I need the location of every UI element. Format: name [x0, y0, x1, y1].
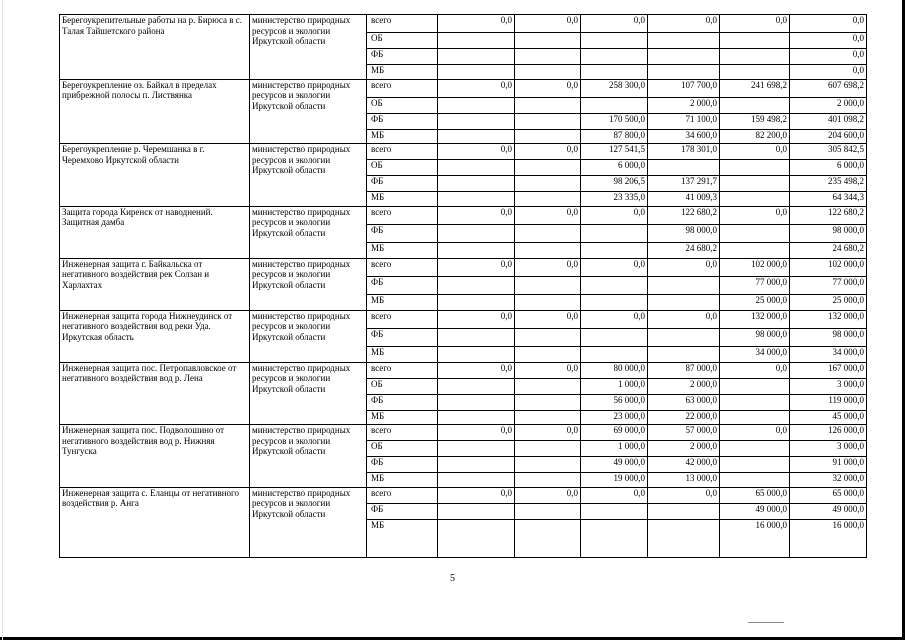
amount-cell: 204 600,0	[790, 129, 867, 144]
amount-cell	[515, 410, 581, 425]
amount-cell	[515, 224, 581, 242]
amount-cell: 25 000,0	[790, 294, 867, 310]
amount-cell: 0,0	[438, 362, 515, 378]
table-row	[60, 425, 867, 441]
funding-source: всего	[367, 206, 438, 224]
amount-cell: 16 000,0	[790, 519, 867, 557]
table-row	[60, 79, 867, 97]
amount-cell: 159 498,2	[720, 113, 790, 129]
amount-cell	[581, 242, 648, 258]
amount-cell	[581, 294, 648, 310]
amount-cell	[515, 457, 581, 473]
amount-cell: 77 000,0	[790, 276, 867, 294]
amount-cell	[438, 192, 515, 207]
amount-cell: 65 000,0	[790, 487, 867, 503]
amount-cell: 0,0	[790, 33, 867, 49]
amount-cell: 127 541,5	[581, 144, 648, 160]
amount-cell	[515, 378, 581, 394]
amount-cell	[515, 192, 581, 207]
amount-cell: 0,0	[581, 310, 648, 328]
page-number: 5	[450, 573, 455, 584]
amount-cell: 401 098,2	[790, 113, 867, 129]
amount-cell	[720, 176, 790, 192]
amount-cell: 0,0	[790, 65, 867, 80]
amount-cell	[438, 242, 515, 258]
amount-cell: 167 000,0	[790, 362, 867, 378]
amount-cell: 98 000,0	[648, 224, 720, 242]
amount-cell: 0,0	[720, 425, 790, 441]
amount-cell: 0,0	[790, 49, 867, 65]
amount-cell	[720, 242, 790, 258]
funding-source: ФБ	[367, 224, 438, 242]
project-name: Защита города Киренск от наводнений. Защитная дамба	[60, 206, 250, 258]
funding-source: всего	[367, 258, 438, 276]
amount-cell	[720, 65, 790, 80]
amount-cell: 3 000,0	[790, 441, 867, 457]
amount-cell: 178 301,0	[648, 144, 720, 160]
amount-cell: 119 000,0	[790, 394, 867, 410]
amount-cell: 0,0	[720, 362, 790, 378]
amount-cell	[720, 410, 790, 425]
amount-cell: 0,0	[438, 425, 515, 441]
amount-cell: 0,0	[648, 258, 720, 276]
amount-cell	[648, 65, 720, 80]
amount-cell	[515, 276, 581, 294]
funding-source: ФБ	[367, 394, 438, 410]
amount-cell	[515, 65, 581, 80]
amount-cell: 80 000,0	[581, 362, 648, 378]
amount-cell: 0,0	[581, 206, 648, 224]
project-name: Инженерная защита пос. Подволошино от негативного воздействия вод р. Нижняя Тунгуска	[60, 425, 250, 488]
amount-cell	[581, 328, 648, 346]
amount-cell: 24 680,2	[790, 242, 867, 258]
budget-table	[59, 14, 867, 558]
amount-cell	[720, 49, 790, 65]
amount-cell: 0,0	[438, 79, 515, 97]
amount-cell: 13 000,0	[648, 473, 720, 488]
amount-cell: 0,0	[438, 487, 515, 503]
amount-cell	[720, 378, 790, 394]
amount-cell	[720, 224, 790, 242]
amount-cell: 0,0	[581, 487, 648, 503]
amount-cell	[515, 441, 581, 457]
amount-cell: 2 000,0	[648, 441, 720, 457]
funding-source: ФБ	[367, 113, 438, 129]
amount-cell: 3 000,0	[790, 378, 867, 394]
executor: министерство природных ресурсов и экологии Иркутской области	[250, 425, 367, 488]
amount-cell: 0,0	[515, 79, 581, 97]
amount-cell: 607 698,2	[790, 79, 867, 97]
amount-cell	[438, 224, 515, 242]
amount-cell	[515, 97, 581, 113]
amount-cell	[515, 473, 581, 488]
amount-cell	[515, 294, 581, 310]
amount-cell: 91 000,0	[790, 457, 867, 473]
amount-cell: 0,0	[515, 362, 581, 378]
amount-cell: 0,0	[515, 425, 581, 441]
amount-cell: 23 000,0	[581, 410, 648, 425]
amount-cell: 56 000,0	[581, 394, 648, 410]
amount-cell: 170 500,0	[581, 113, 648, 129]
amount-cell	[438, 49, 515, 65]
project-name: Инженерная защита города Нижнеудинск от негативного воздействия вод реки Уда. Иркутская область	[60, 310, 250, 362]
amount-cell	[438, 276, 515, 294]
amount-cell: 45 000,0	[790, 410, 867, 425]
executor: министерство природных ресурсов и экологии Иркутской области	[250, 15, 367, 80]
amount-cell	[720, 160, 790, 176]
project-name: Инженерная защита с. Еланцы от негативного воздействия р. Анга	[60, 487, 250, 557]
amount-cell: 0,0	[515, 15, 581, 33]
amount-cell	[438, 394, 515, 410]
amount-cell	[438, 441, 515, 457]
amount-cell: 0,0	[720, 144, 790, 160]
amount-cell: 34 000,0	[720, 346, 790, 362]
funding-source: всего	[367, 79, 438, 97]
amount-cell: 0,0	[438, 144, 515, 160]
amount-cell: 57 000,0	[648, 425, 720, 441]
amount-cell	[581, 276, 648, 294]
amount-cell: 82 200,0	[720, 129, 790, 144]
amount-cell	[720, 97, 790, 113]
amount-cell: 235 498,2	[790, 176, 867, 192]
amount-cell	[438, 113, 515, 129]
amount-cell: 0,0	[720, 15, 790, 33]
amount-cell	[515, 394, 581, 410]
project-name: Инженерная защита пос. Петропавловское от негативного воздействия вод р. Лена	[60, 362, 250, 425]
amount-cell: 32 000,0	[790, 473, 867, 488]
amount-cell	[438, 160, 515, 176]
amount-cell	[581, 97, 648, 113]
amount-cell	[581, 519, 648, 557]
funding-source: МБ	[367, 473, 438, 488]
amount-cell	[720, 441, 790, 457]
amount-cell: 71 100,0	[648, 113, 720, 129]
funding-source: МБ	[367, 294, 438, 310]
amount-cell	[438, 473, 515, 488]
amount-cell	[581, 224, 648, 242]
amount-cell: 126 000,0	[790, 425, 867, 441]
amount-cell	[720, 33, 790, 49]
amount-cell: 2 000,0	[648, 97, 720, 113]
funding-source: МБ	[367, 129, 438, 144]
amount-cell: 42 000,0	[648, 457, 720, 473]
amount-cell: 102 000,0	[790, 258, 867, 276]
project-name: Берегоукрепление оз. Байкал в пределах прибрежной полосы п. Листвянка	[60, 79, 250, 144]
amount-cell	[648, 160, 720, 176]
executor: министерство природных ресурсов и экологии Иркутской области	[250, 79, 367, 144]
amount-cell: 258 300,0	[581, 79, 648, 97]
amount-cell	[438, 176, 515, 192]
funding-source: МБ	[367, 410, 438, 425]
amount-cell	[648, 519, 720, 557]
scan-edge	[2, 0, 3, 640]
executor: министерство природных ресурсов и экологии Иркутской области	[250, 310, 367, 362]
amount-cell	[515, 176, 581, 192]
table-row	[60, 258, 867, 276]
executor: министерство природных ресурсов и экологии Иркутской области	[250, 362, 367, 425]
amount-cell	[648, 503, 720, 519]
amount-cell: 23 335,0	[581, 192, 648, 207]
funding-source: МБ	[367, 192, 438, 207]
amount-cell	[720, 457, 790, 473]
funding-source: МБ	[367, 519, 438, 557]
amount-cell: 0,0	[648, 310, 720, 328]
amount-cell: 132 000,0	[790, 310, 867, 328]
amount-cell	[648, 33, 720, 49]
amount-cell	[720, 192, 790, 207]
amount-cell	[515, 160, 581, 176]
funding-source: всего	[367, 310, 438, 328]
amount-cell	[438, 378, 515, 394]
funding-source: ФБ	[367, 176, 438, 192]
funding-source: всего	[367, 144, 438, 160]
amount-cell	[515, 33, 581, 49]
funding-source: ОБ	[367, 33, 438, 49]
amount-cell: 2 000,0	[790, 97, 867, 113]
amount-cell	[720, 473, 790, 488]
amount-cell: 98 000,0	[720, 328, 790, 346]
project-name: Инженерная защита г. Байкальска от негативного воздействия рек Солзан и Харлахтах	[60, 258, 250, 310]
amount-cell	[720, 394, 790, 410]
amount-cell: 19 000,0	[581, 473, 648, 488]
amount-cell	[438, 129, 515, 144]
executor: министерство природных ресурсов и экологии Иркутской области	[250, 487, 367, 557]
amount-cell: 0,0	[515, 258, 581, 276]
amount-cell	[438, 65, 515, 80]
table-row	[60, 206, 867, 224]
executor: министерство природных ресурсов и экологии Иркутской области	[250, 258, 367, 310]
funding-source: ОБ	[367, 160, 438, 176]
amount-cell	[515, 503, 581, 519]
amount-cell	[438, 457, 515, 473]
funding-source: всего	[367, 362, 438, 378]
amount-cell: 0,0	[438, 258, 515, 276]
amount-cell: 65 000,0	[720, 487, 790, 503]
amount-cell: 87 800,0	[581, 129, 648, 144]
amount-cell	[438, 503, 515, 519]
amount-cell: 137 291,7	[648, 176, 720, 192]
amount-cell: 0,0	[581, 15, 648, 33]
table-row	[60, 310, 867, 328]
amount-cell	[515, 129, 581, 144]
amount-cell: 1 000,0	[581, 441, 648, 457]
amount-cell: 63 000,0	[648, 394, 720, 410]
amount-cell: 49 000,0	[581, 457, 648, 473]
table-row	[60, 144, 867, 160]
amount-cell: 98 206,5	[581, 176, 648, 192]
amount-cell: 1 000,0	[581, 378, 648, 394]
amount-cell: 98 000,0	[790, 224, 867, 242]
amount-cell	[515, 113, 581, 129]
amount-cell	[515, 328, 581, 346]
amount-cell	[581, 65, 648, 80]
funding-source: ОБ	[367, 378, 438, 394]
amount-cell: 107 700,0	[648, 79, 720, 97]
amount-cell	[438, 346, 515, 362]
amount-cell	[581, 49, 648, 65]
amount-cell	[438, 519, 515, 557]
amount-cell	[515, 519, 581, 557]
funding-source: всего	[367, 15, 438, 33]
amount-cell: 34 000,0	[790, 346, 867, 362]
amount-cell: 24 680,2	[648, 242, 720, 258]
amount-cell	[648, 276, 720, 294]
executor: министерство природных ресурсов и экологии Иркутской области	[250, 144, 367, 207]
table-row	[60, 15, 867, 33]
amount-cell: 102 000,0	[720, 258, 790, 276]
amount-cell: 98 000,0	[790, 328, 867, 346]
amount-cell: 0,0	[515, 144, 581, 160]
amount-cell: 16 000,0	[720, 519, 790, 557]
table-row	[60, 362, 867, 378]
amount-cell: 69 000,0	[581, 425, 648, 441]
amount-cell: 0,0	[438, 206, 515, 224]
amount-cell	[648, 49, 720, 65]
project-name: Берегоукрепительные работы на р. Бирюса в с. Талая Тайшетского района	[60, 15, 250, 80]
amount-cell: 0,0	[790, 15, 867, 33]
amount-cell	[648, 328, 720, 346]
amount-cell: 241 698,2	[720, 79, 790, 97]
funding-source: ФБ	[367, 49, 438, 65]
amount-cell: 0,0	[515, 487, 581, 503]
funding-source: МБ	[367, 346, 438, 362]
amount-cell: 77 000,0	[720, 276, 790, 294]
funding-source: ФБ	[367, 503, 438, 519]
funding-source: МБ	[367, 65, 438, 80]
amount-cell: 0,0	[515, 310, 581, 328]
amount-cell	[515, 242, 581, 258]
amount-cell	[648, 294, 720, 310]
amount-cell: 34 600,0	[648, 129, 720, 144]
amount-cell: 49 000,0	[790, 503, 867, 519]
amount-cell	[438, 328, 515, 346]
amount-cell: 132 000,0	[720, 310, 790, 328]
amount-cell	[581, 503, 648, 519]
amount-cell: 305 842,5	[790, 144, 867, 160]
amount-cell	[515, 346, 581, 362]
amount-cell	[581, 33, 648, 49]
amount-cell: 6 000,0	[581, 160, 648, 176]
amount-cell: 2 000,0	[648, 378, 720, 394]
amount-cell: 0,0	[648, 15, 720, 33]
amount-cell	[438, 410, 515, 425]
table-row	[60, 487, 867, 503]
funding-source: ФБ	[367, 276, 438, 294]
amount-cell: 0,0	[648, 487, 720, 503]
amount-cell: 41 009,3	[648, 192, 720, 207]
funding-source: МБ	[367, 242, 438, 258]
amount-cell	[515, 49, 581, 65]
amount-cell: 0,0	[438, 15, 515, 33]
amount-cell: 0,0	[515, 206, 581, 224]
amount-cell	[581, 346, 648, 362]
funding-source: всего	[367, 487, 438, 503]
project-name: Берегоукрепление р. Черемшанка в г. Черемхово Иркутской области	[60, 144, 250, 207]
funding-source: ФБ	[367, 328, 438, 346]
amount-cell: 64 344,3	[790, 192, 867, 207]
amount-cell: 0,0	[438, 310, 515, 328]
amount-cell: 122 680,2	[648, 206, 720, 224]
amount-cell: 6 000,0	[790, 160, 867, 176]
amount-cell: 0,0	[720, 206, 790, 224]
amount-cell	[438, 33, 515, 49]
amount-cell: 25 000,0	[720, 294, 790, 310]
amount-cell: 22 000,0	[648, 410, 720, 425]
amount-cell: 49 000,0	[720, 503, 790, 519]
amount-cell	[438, 294, 515, 310]
amount-cell	[438, 97, 515, 113]
amount-cell: 122 680,2	[790, 206, 867, 224]
amount-cell: 0,0	[581, 258, 648, 276]
funding-source: всего	[367, 425, 438, 441]
funding-source: ФБ	[367, 457, 438, 473]
scan-mark	[748, 622, 784, 623]
executor: министерство природных ресурсов и экологии Иркутской области	[250, 206, 367, 258]
funding-source: ОБ	[367, 97, 438, 113]
funding-source: ОБ	[367, 441, 438, 457]
amount-cell: 87 000,0	[648, 362, 720, 378]
amount-cell	[648, 346, 720, 362]
